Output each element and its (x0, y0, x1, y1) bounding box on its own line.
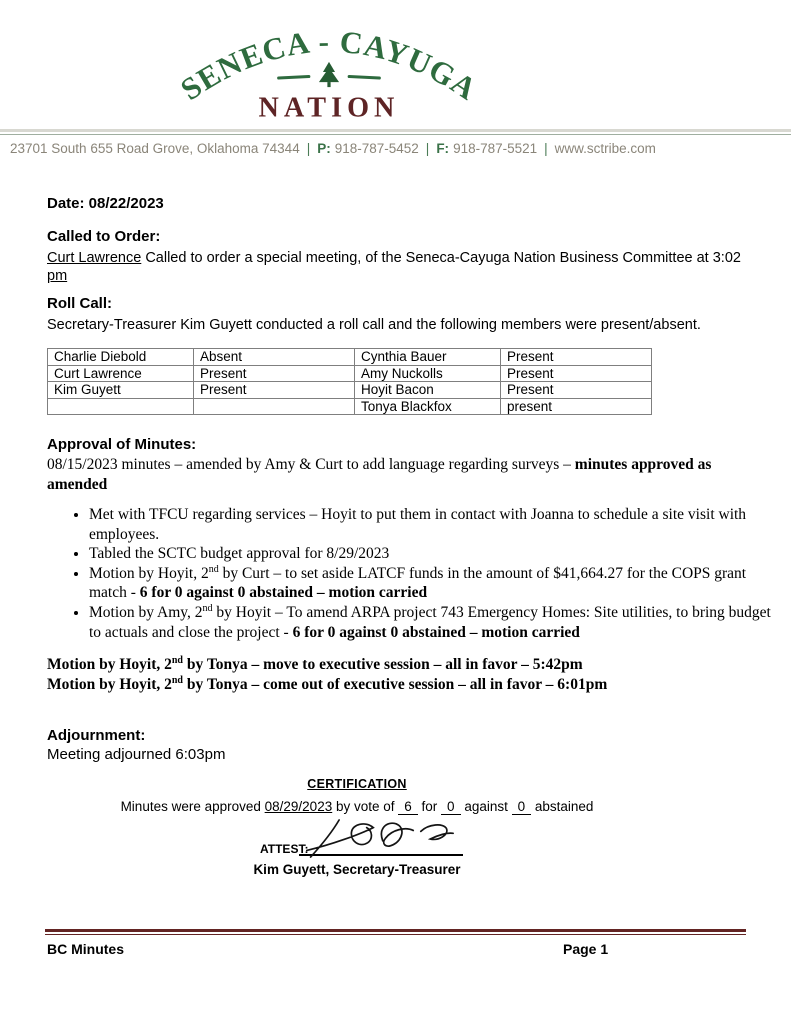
motion-text: Motion by Hoyit, 2 (47, 656, 172, 673)
member-name: Kim Guyett (48, 382, 194, 399)
motion-text: by Tonya – come out of executive session – all in favor – 6:01pm (183, 675, 608, 693)
member-status: Present (501, 349, 652, 366)
motion-line (47, 655, 747, 675)
separator: | (306, 141, 311, 156)
cert-text: for (417, 799, 442, 814)
adjournment-heading: Adjournment: (47, 727, 146, 744)
seneca-cayuga-logo (174, 20, 484, 124)
list-item (89, 603, 786, 642)
attest-row (47, 820, 667, 860)
member-status (194, 398, 355, 415)
motion-text: by Tonya – move to executive session – all in favor – 5:42pm (183, 656, 583, 673)
list-item (89, 544, 786, 564)
table-row (48, 349, 652, 366)
member-status: Present (501, 365, 652, 382)
phone-label: P: (317, 141, 331, 156)
cert-text: abstained (531, 799, 594, 814)
table-row (48, 398, 652, 415)
certification-section (47, 777, 667, 877)
header-divider (0, 129, 791, 135)
motion-text: Motion by Hoyit, 2 (47, 675, 172, 693)
roll-call-heading: Roll Call: (47, 295, 113, 312)
contact-bar (10, 141, 710, 156)
member-name (48, 398, 194, 415)
separator: | (425, 141, 430, 156)
member-name: Tonya Blackfox (355, 398, 501, 415)
cert-text: against (460, 799, 512, 814)
date-line: Date: 08/22/2023 (47, 195, 164, 212)
presiding-name: Curt Lawrence (47, 250, 142, 266)
motion-line (47, 675, 747, 695)
member-name: Amy Nuckolls (355, 365, 501, 382)
table-row (48, 365, 652, 382)
separator: | (544, 141, 548, 156)
ordinal-suffix: nd (202, 602, 213, 614)
bullet-text: by Curt – to set aside LATCF funds in the amount of $41,664.27 for the COPS grant match - (89, 564, 747, 602)
bullet-text: Met with TFCU regarding services – Hoyit to put them in contact with Joanna to schedule a site visit with employees. (89, 506, 747, 543)
certification-title: CERTIFICATION (307, 777, 407, 791)
executive-session-motions (47, 655, 747, 694)
cert-text: by vote of (332, 799, 399, 814)
bullet-text: Motion by Hoyit, 2 (89, 564, 209, 582)
approval-text (47, 455, 744, 494)
signature-icon (303, 819, 455, 859)
approval-result: minutes approved as amended (47, 456, 712, 493)
roll-call-text: Secretary-Treasurer Kim Guyett conducted a roll call and the following members were present/absent. (47, 317, 701, 333)
member-status: Absent (194, 349, 355, 366)
votes-for: 6 (398, 799, 418, 815)
bullet-text: Motion by Amy, 2 (89, 603, 203, 621)
logo-nation-text: NATION (258, 92, 400, 124)
cert-text: Minutes were approved (120, 799, 265, 814)
member-name: Curt Lawrence (48, 365, 194, 382)
called-to-order-body: Called to order a special meeting, of the Seneca-Cayuga Nation Business Committee at 3:02 (141, 250, 741, 266)
fax-label: F: (436, 141, 450, 156)
fax-number: 918-787-5521 (453, 141, 538, 156)
logo-arc-text: SENECA - CAYUGA (174, 23, 484, 108)
meeting-time: pm (47, 268, 68, 284)
member-name: Cynthia Bauer (355, 349, 501, 366)
attest-name: Kim Guyett, Secretary-Treasurer (253, 862, 461, 877)
bullet-text: Tabled the SCTC budget approval for 8/29/2023 (89, 545, 390, 563)
called-to-order-text (47, 249, 747, 285)
approval-heading: Approval of Minutes: (47, 436, 197, 453)
address-text: 23701 South 655 Road Grove, Oklahoma 74344 (10, 141, 300, 156)
phone-number: 918-787-5452 (334, 141, 419, 156)
votes-against: 0 (441, 799, 461, 815)
list-item (89, 564, 786, 603)
tree-icon (279, 62, 380, 87)
ordinal-suffix: nd (171, 674, 183, 686)
roll-call-table (47, 348, 652, 415)
member-status: Present (194, 382, 355, 399)
vote-result: 6 for 0 against 0 abstained – motion carried (292, 623, 580, 641)
ordinal-suffix: nd (208, 563, 219, 575)
ordinal-suffix: nd (171, 654, 183, 666)
votes-abstained: 0 (512, 799, 532, 815)
attest-label: ATTEST: (260, 842, 309, 856)
table-row (48, 382, 652, 399)
approval-date: 08/29/2023 (264, 799, 333, 814)
member-status: Present (194, 365, 355, 382)
footer-doc-title: BC Minutes (47, 941, 124, 957)
certification-statement (47, 799, 667, 814)
approval-body: 08/15/2023 minutes – amended by Amy & Curt to add language regarding surveys – (47, 456, 575, 473)
bullet-text: by Hoyit – To amend ARPA project 743 Emergency Homes: Site utilities, to bring budget to actuals and close the project - (89, 603, 771, 641)
member-status: Present (501, 382, 652, 399)
website-text: www.sctribe.com (554, 141, 656, 156)
minutes-bullet-list (47, 505, 786, 642)
vote-result: 6 for 0 against 0 abstained – motion carried (139, 584, 428, 602)
member-name: Charlie Diebold (48, 349, 194, 366)
list-item (89, 505, 786, 544)
member-name: Hoyit Bacon (355, 382, 501, 399)
footer-divider (45, 929, 746, 935)
called-to-order-heading: Called to Order: (47, 228, 161, 245)
member-status: present (501, 398, 652, 415)
adjournment-text: Meeting adjourned 6:03pm (47, 746, 226, 763)
footer-page-number: Page 1 (563, 941, 609, 957)
